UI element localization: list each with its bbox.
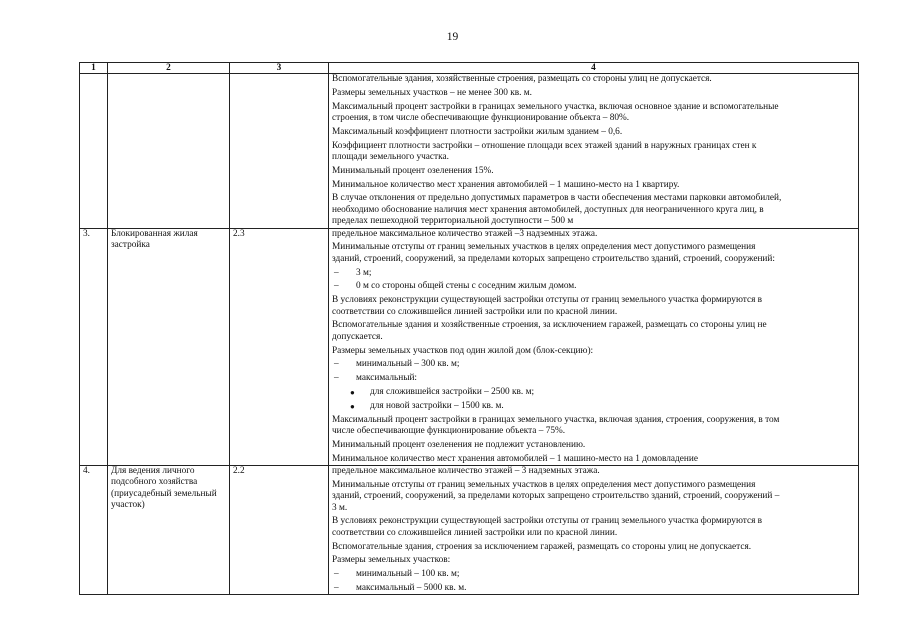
dash-marker: – xyxy=(334,373,339,384)
header-col-1: 1 xyxy=(80,63,108,74)
bullet-list-item xyxy=(332,401,855,412)
parameter-paragraph xyxy=(332,102,855,125)
land-use-code-cell: 2.3 xyxy=(230,228,329,465)
paragraph-line: Минимальное количество мест хранения автомобилей – 1 машино-место на 1 квартиру. xyxy=(332,179,680,190)
land-use-name-cell xyxy=(108,74,230,229)
paragraph-line: Размеры земельных участков – не менее 300 кв. м. xyxy=(332,87,532,98)
paragraph-line: В условиях реконструкции существующей застройки отступы от границ земельного участка формируются в xyxy=(332,516,763,527)
row-number-cell xyxy=(80,74,108,229)
dash-item-text: максимальный: xyxy=(356,373,418,384)
dash-item-text: 3 м; xyxy=(356,267,372,278)
paragraph-line: предельное максимальное количество этажей – 3 надземных этажа. xyxy=(332,466,600,476)
regulations-table xyxy=(79,62,859,595)
parameter-paragraph xyxy=(332,555,855,566)
paragraph-line: зданий, строений, сооружений, за пределами которых запрещено строительство зданий, строений, сооружений – xyxy=(332,491,780,502)
page-number: 19 xyxy=(446,31,459,43)
dash-item-text: минимальный – 300 кв. м; xyxy=(356,359,460,370)
bullet-item-text: для новой застройки – 1500 кв. м. xyxy=(370,400,504,411)
paragraph-line: площади земельного участка. xyxy=(332,152,449,162)
paragraph-line: В случае отклонения от предельно допустимых параметров в части обеспечения местами парковки автомобилей, xyxy=(332,193,782,204)
parameter-paragraph xyxy=(332,229,855,240)
paragraph-line: соответствии со сложившейся линией застройки или по красной линии. xyxy=(332,306,618,317)
paragraph-line: Минимальные отступы от границ земельных участков в целях определения мест допустимого размещения xyxy=(332,242,756,253)
parameter-paragraph xyxy=(332,346,855,357)
paragraph-line: Размеры земельных участков: xyxy=(332,555,451,566)
parameter-paragraph xyxy=(332,193,855,227)
row-number-cell: 4. xyxy=(80,466,108,595)
dash-marker: – xyxy=(334,267,339,278)
header-col-3: 3 xyxy=(230,63,329,74)
bullet-item-text: для сложившейся застройки – 2500 кв. м; xyxy=(370,387,535,397)
paragraph-line: предельное максимальное количество этажей –3 надземных этажа. xyxy=(332,228,598,239)
paragraph-line: зданий, строений, сооружений, за пределами которых запрещено строительство зданий, строений, сооружений: xyxy=(332,253,775,264)
paragraph-line: Максимальный процент застройки в границах земельного участка, включая основное здание и вспомогательные xyxy=(332,101,779,112)
bullet-list-item xyxy=(332,387,855,398)
parameter-paragraph xyxy=(332,466,855,477)
dash-marker: – xyxy=(334,583,339,593)
dash-item-text: минимальный – 100 кв. м; xyxy=(356,569,460,580)
parameter-paragraph xyxy=(332,454,855,465)
land-use-name-cell: Для ведения личного подсобного хозяйства (приусадебный земельный участок) xyxy=(108,466,230,595)
dash-marker: – xyxy=(334,569,339,580)
parameter-paragraph xyxy=(332,74,855,85)
parameter-paragraph xyxy=(332,415,855,438)
land-use-name-cell: Блокированная жилая застройка xyxy=(108,228,230,465)
dash-list-item xyxy=(332,569,855,580)
paragraph-line: числе обеспечивающие функционирование объекта – 75%. xyxy=(332,426,566,436)
dash-item-text: максимальный – 5000 кв. м. xyxy=(356,583,467,593)
dash-list-item xyxy=(332,281,855,292)
parameter-paragraph xyxy=(332,295,855,318)
paragraph-line: Минимальное количество мест хранения автомобилей – 1 машино-место на 1 домовладение xyxy=(332,453,698,464)
land-use-code-cell: 2.2 xyxy=(230,466,329,595)
paragraph-line: строения, в том числе обеспечивающие функционирование объекта – 80%. xyxy=(332,113,630,123)
dash-item-text: 0 м со стороны общей стены с соседним жилым домом. xyxy=(356,281,577,292)
paragraph-line: Коэффициент плотности застройки – отношение площади всех этажей зданий в наружных границах стен к xyxy=(332,140,757,151)
paragraph-line: Максимальный процент застройки в границах земельного участка, включая здания, строения, сооружения, в том xyxy=(332,414,780,425)
dash-list-item xyxy=(332,583,855,594)
parameter-paragraph xyxy=(332,88,855,99)
row-number-cell: 3. xyxy=(80,228,108,465)
paragraph-line: соответствии со сложившейся линией застройки или по красной линии. xyxy=(332,527,618,538)
dash-list-item xyxy=(332,268,855,279)
paragraph-line: допускается. xyxy=(332,331,383,342)
table-body xyxy=(80,74,859,595)
dash-list-item xyxy=(332,359,855,370)
land-use-code-cell xyxy=(230,74,329,229)
parameter-paragraph xyxy=(332,480,855,514)
paragraph-line: 3 м. xyxy=(332,502,348,513)
parameter-paragraph xyxy=(332,127,855,138)
table-row xyxy=(80,228,859,465)
parameter-paragraph xyxy=(332,542,855,553)
parameters-cell xyxy=(329,74,859,229)
header-col-4: 4 xyxy=(329,63,859,74)
dash-marker: – xyxy=(334,281,339,292)
paragraph-line: Размеры земельных участков под один жилой дом (блок-секцию): xyxy=(332,345,594,356)
parameter-paragraph xyxy=(332,166,855,177)
paragraph-line: необходимо обоснование наличия мест хранения автомобилей, доступных для неограниченного круга лиц, в xyxy=(332,204,764,215)
table-row xyxy=(80,74,859,229)
paragraph-line: Вспомогательные здания и хозяйственные строения, за исключением гаражей, размещать со стороны улиц не xyxy=(332,320,767,331)
bullet-icon: ● xyxy=(350,388,355,397)
table-header-row xyxy=(80,63,859,74)
parameter-paragraph xyxy=(332,180,855,191)
paragraph-line: В условиях реконструкции существующей застройки отступы от границ земельного участка формируются в xyxy=(332,295,763,306)
dash-marker: – xyxy=(334,359,339,370)
parameter-paragraph xyxy=(332,440,855,451)
paragraph-line: Минимальный процент озеленения 15%. xyxy=(332,165,494,176)
parameter-paragraph xyxy=(332,242,855,265)
paragraph-line: Минимальные отступы от границ земельных участков в целях определения мест допустимого размещения xyxy=(332,479,756,490)
header-col-2: 2 xyxy=(108,63,230,74)
bullet-icon: ● xyxy=(350,401,355,411)
dash-list-item xyxy=(332,373,855,384)
paragraph-line: Вспомогательные здания, строения за исключением гаражей, размещать со стороны улиц не допускается. xyxy=(332,541,752,552)
parameter-paragraph xyxy=(332,141,855,164)
paragraph-line: Минимальный процент озеленения не подлежит установлению. xyxy=(332,439,586,450)
paragraph-line: Максимальный коэффициент плотности застройки жилым зданием – 0,6. xyxy=(332,126,623,137)
parameter-paragraph xyxy=(332,516,855,539)
parameters-cell xyxy=(329,466,859,595)
parameter-paragraph xyxy=(332,320,855,343)
parameters-cell xyxy=(329,228,859,465)
table-row xyxy=(80,466,859,595)
paragraph-line: Вспомогательные здания, хозяйственные строения, размещать со стороны улиц не допускается. xyxy=(332,74,712,84)
paragraph-line: пределах пешеходной территориальной доступности – 500 м xyxy=(332,216,574,227)
